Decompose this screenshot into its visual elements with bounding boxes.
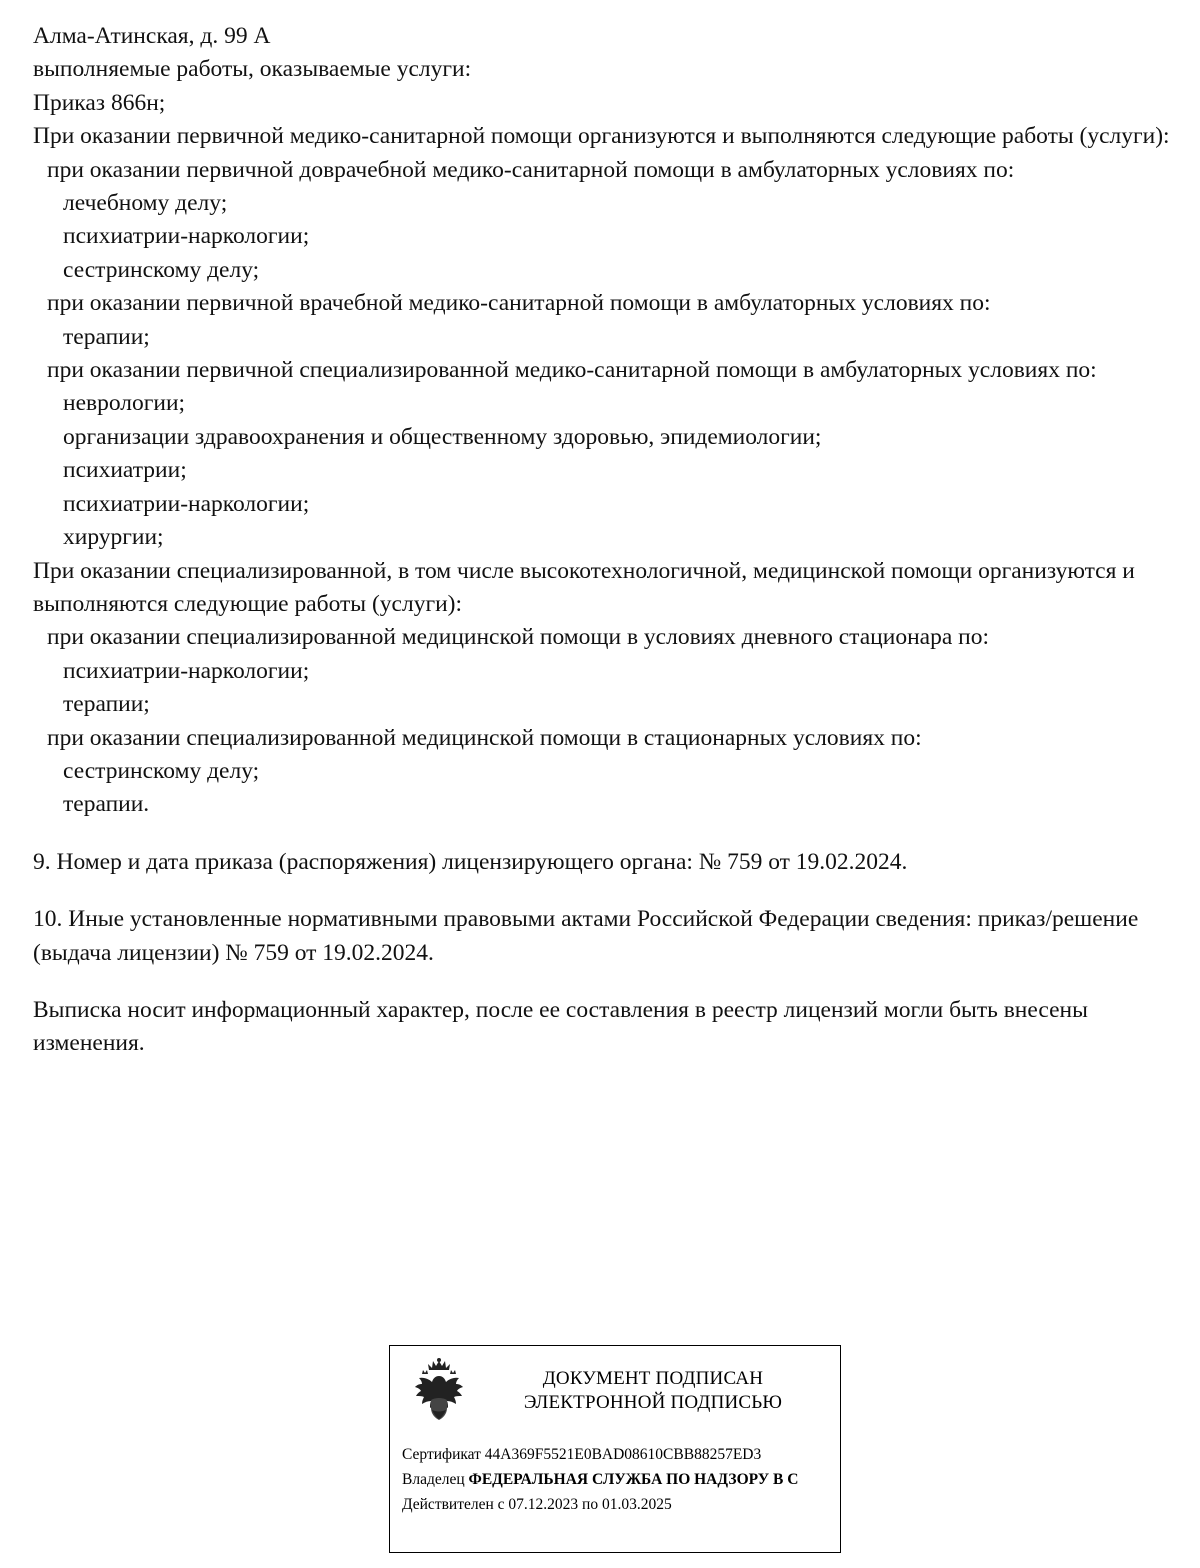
stamp-owner-value: ФЕДЕРАЛЬНАЯ СЛУЖБА ПО НАДЗОРУ В С bbox=[468, 1471, 799, 1488]
spacer bbox=[33, 822, 1173, 846]
document-body bbox=[33, 20, 1173, 1061]
text-line: Приказ 866н; bbox=[33, 89, 166, 116]
paragraph-9: 9. Номер и дата приказа (распоряжения) лицензирующего органа: № 759 от 19.02.2024. bbox=[33, 848, 908, 875]
stamp-title-line-1: ДОКУМЕНТ ПОДПИСАН bbox=[542, 1368, 764, 1389]
text-line: Алма-Атинская, д. 99 А bbox=[33, 23, 271, 49]
text-line: При оказании специализированной, в том числе высокотехнологичной, медицинской помощи организуются и выполняются следующие работы (услуги): bbox=[33, 557, 1141, 617]
text-line: при оказании специализированной медицинской помощи в стационарных условиях по: bbox=[47, 724, 922, 751]
paragraph-10: 10. Иные установленные нормативными правовыми актами Российской Федерации сведения: приказ/решение (выдача лицензии) № 759 от 19.02.2024. bbox=[33, 906, 1145, 966]
stamp-title-line-2: ЭЛЕКТРОННОЙ ПОДПИСЬЮ bbox=[523, 1392, 783, 1413]
stamp-header bbox=[390, 1346, 840, 1428]
paragraph-note: Выписка носит информационный характер, после ее составления в реестр лицензий могли быть внесены изменения. bbox=[33, 996, 1094, 1057]
text-line: При оказании первичной медико-санитарной помощи организуются и выполняются следующие работы (услуги): bbox=[33, 123, 1170, 150]
text-line: при оказании специализированной медицинской помощи в условиях дневного стационара по: bbox=[47, 624, 989, 651]
stamp-title bbox=[476, 1367, 830, 1415]
text-line: выполняемые работы, оказываемые услуги: bbox=[33, 56, 472, 83]
text-line: при оказании первичной доврачебной медико-санитарной помощи в амбулаторных условиях по: bbox=[47, 156, 1015, 183]
text-line: сестринскому делу; bbox=[63, 757, 260, 784]
stamp-validity-row: Действителен с 07.12.2023 по 01.03.2025 bbox=[402, 1496, 672, 1513]
stamp-certificate-label: Сертификат bbox=[402, 1446, 481, 1463]
text-line: лечебному делу; bbox=[63, 190, 228, 217]
text-line: при оказании первичной врачебной медико-санитарной помощи в амбулаторных условиях по: bbox=[47, 290, 991, 317]
text-line: психиатрии-наркологии; bbox=[63, 657, 310, 684]
stamp-owner-label: Владелец bbox=[402, 1471, 465, 1488]
text-line: психиатрии; bbox=[63, 457, 187, 484]
text-line: терапии. bbox=[63, 791, 150, 818]
text-line: терапии; bbox=[63, 323, 150, 350]
stamp-owner-row bbox=[402, 1467, 840, 1492]
spacer bbox=[33, 970, 1173, 994]
spacer bbox=[33, 879, 1173, 903]
stamp-certificate-row bbox=[402, 1442, 840, 1467]
text-line: при оказании первичной специализированной медико-санитарной помощи в амбулаторных условиях по: bbox=[47, 357, 1097, 384]
text-line: организации здравоохранения и общественному здоровью, эпидемиологии; bbox=[63, 423, 822, 450]
text-line: неврологии; bbox=[63, 390, 186, 417]
text-line: сестринскому делу; bbox=[63, 256, 260, 283]
stamp-certificate-value: 44A369F5521E0BAD08610CBB88257ED3 bbox=[484, 1446, 762, 1463]
text-line: психиатрии-наркологии; bbox=[63, 223, 310, 250]
text-line: терапии; bbox=[63, 691, 150, 718]
text-line: хирургии; bbox=[63, 524, 164, 551]
electronic-signature-stamp bbox=[389, 1345, 841, 1553]
stamp-details bbox=[390, 1428, 840, 1517]
text-line: психиатрии-наркологии; bbox=[63, 490, 310, 517]
russian-coat-of-arms-icon bbox=[408, 1358, 470, 1424]
